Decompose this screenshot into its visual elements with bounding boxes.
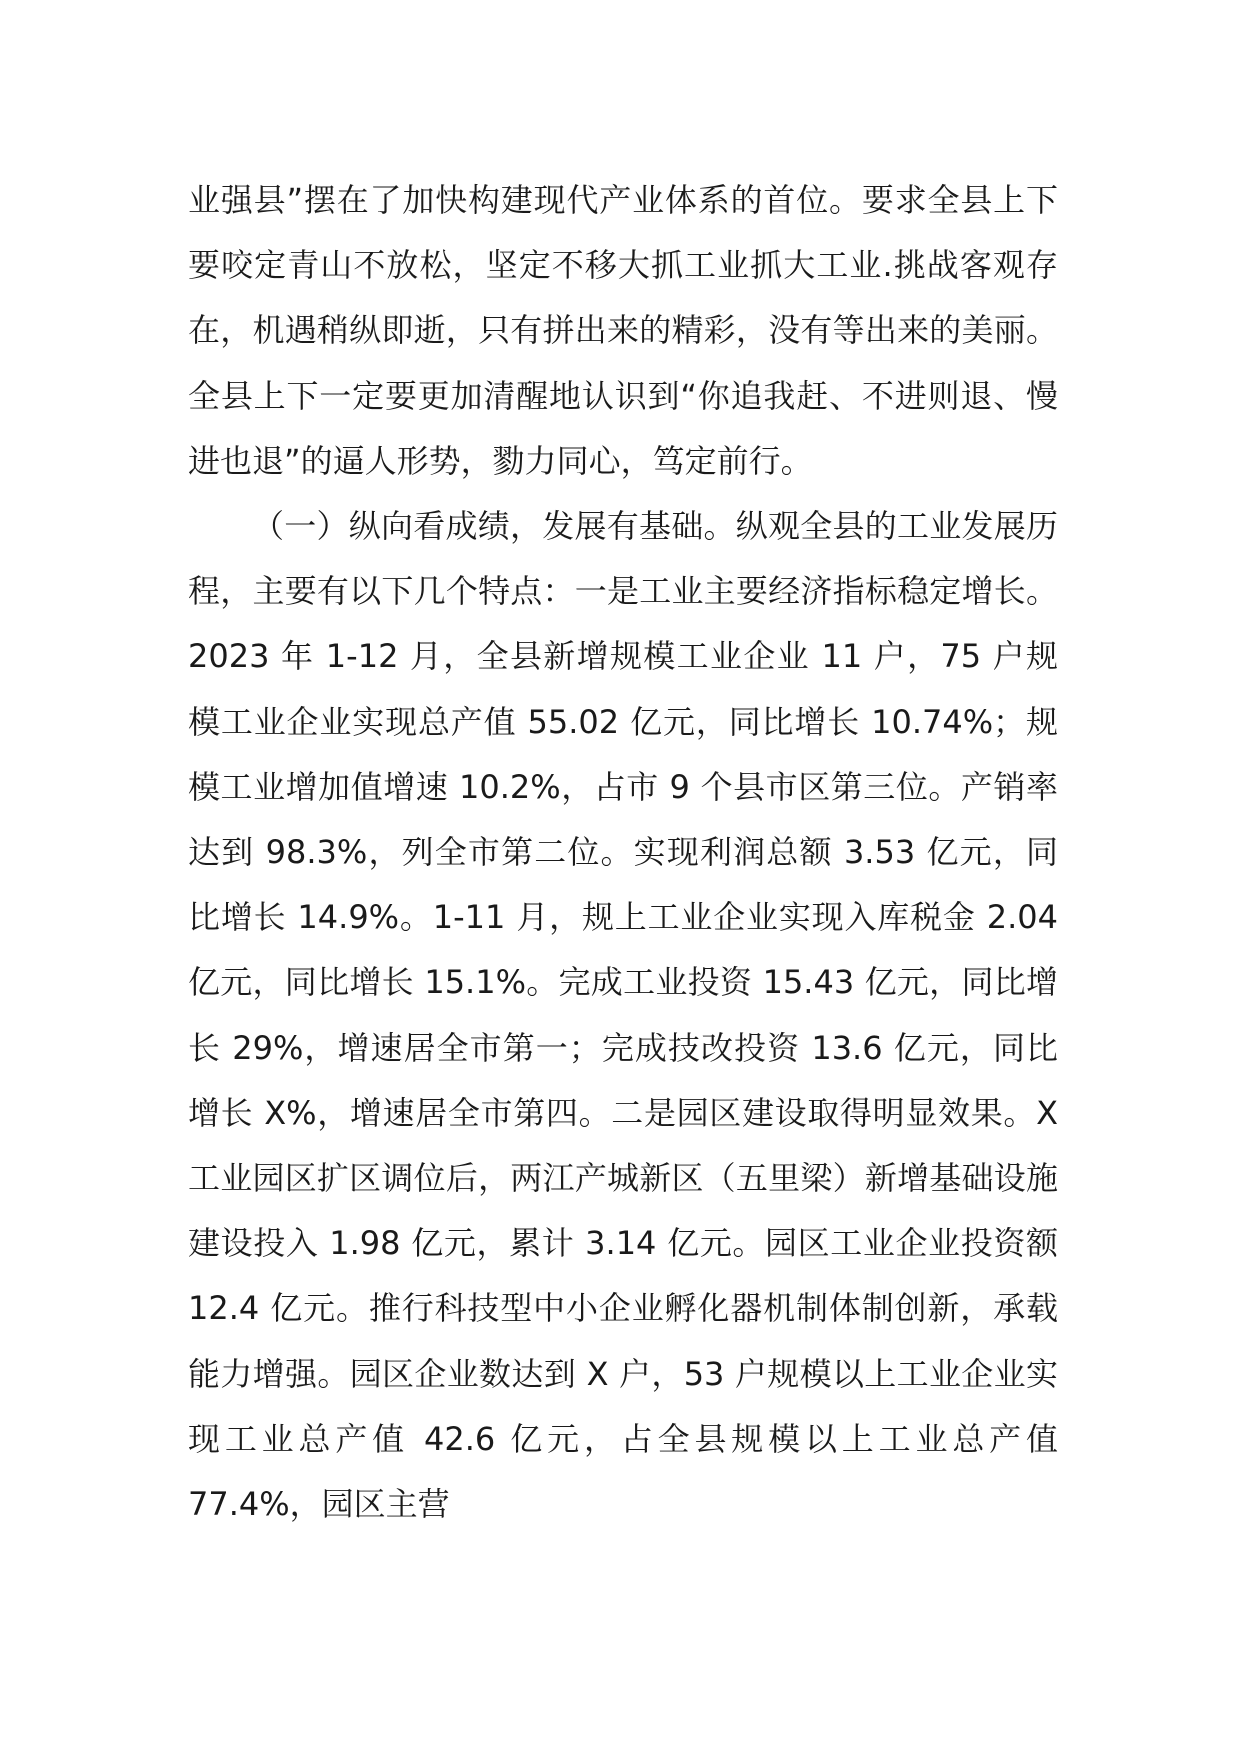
paragraph-continuation: 业强县”摆在了加快构建现代产业体系的首位。要求全县上下要咬定青山不放松，坚定不移大抓工业抓大工业.挑战客观存在，机遇稍纵即逝，只有拼出来的精彩，没有等出来的美丽。全县上下一定要更加清醒地认识到“你追我赶、不进则退、慢进也退”的逼人形势，勠力同心，笃定前行。	[188, 181, 1058, 480]
paragraph-section-one: （一）纵向看成绩，发展有基础。纵观全县的工业发展历程，主要有以下几个特点：一是工业主要经济指标稳定增长。2023 年 1-12 月，全县新增规模工业企业 11 户，75 户规模工业企业实现总产值 55.02 亿元，同比增长 10.74%；规模工业增加值增速 10.2%，占市 9 个县市区第三位。产销率达到 98.3%，列全市第二位。实现利润总额 3.53 亿元，同比增长 14.9%。1-11 月，规上工业企业实现入库税金 2.04 亿元，同比增长 15.1%。完成工业投资 15.43 亿元，同比增长 29%，增速居全市第一；完成技改投资 13.6 亿元，同比增长 X%，增速居全市第四。二是园区建设取得明显效果。X 工业园区扩区调位后，两江产城新区（五里梁）新增基础设施建设投入 1.98 亿元，累计 3.14 亿元。园区工业企业投资额 12.4 亿元。推行科技型中小企业孵化器机制体制创新，承载能力增强。园区企业数达到 X 户，53 户规模以上工业企业实现工业总产值 42.6 亿元，占全县规模以上工业总产值 77.4%，园区主营	[188, 507, 1058, 1524]
document-body	[188, 168, 1058, 1537]
